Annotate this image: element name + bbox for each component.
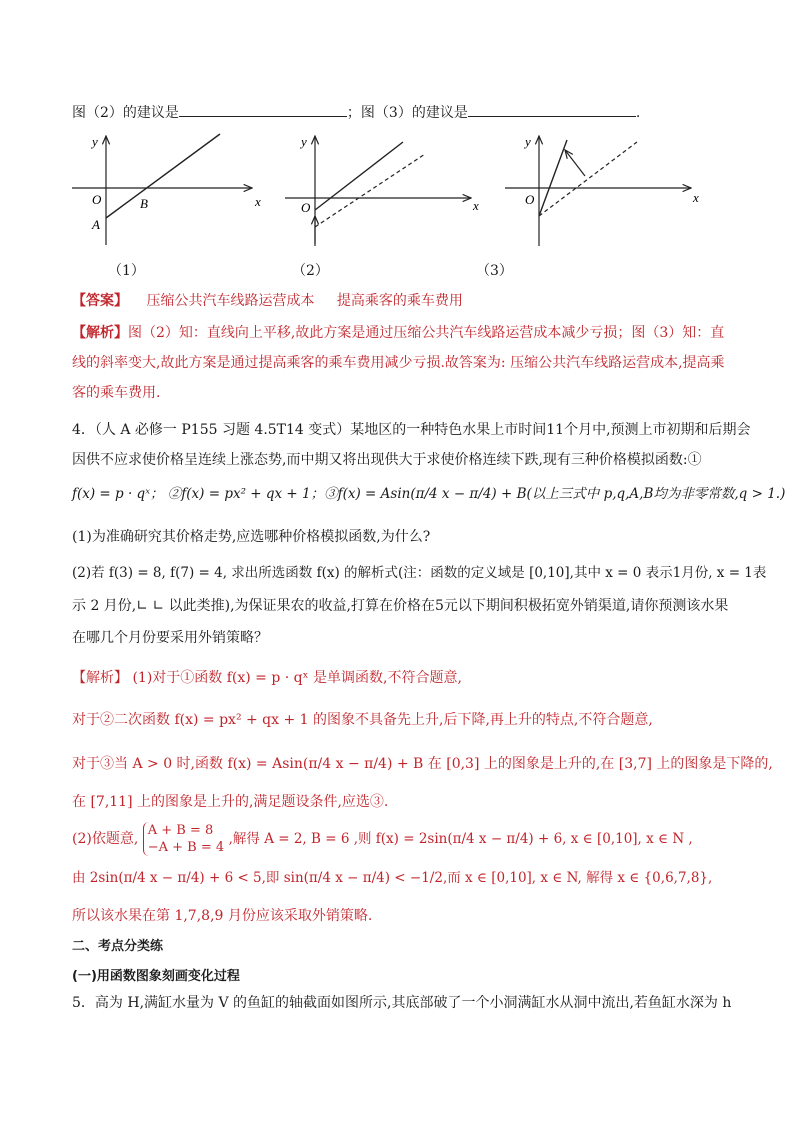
q4-sub2-line1: (2)若 f(3) = 8, f(7) = 4, 求出所选函数 f(x) 的解析式(注：函数的定义域是 [0,10],其中 x = 0 表示1月份, x = 1表: [72, 565, 767, 581]
subsection-title: (一)用函数图象刻画变化过程: [72, 969, 240, 984]
q4-analysis-line7: 所以该水果在第 1,7,8,9 月份应该采取外销策略.: [72, 908, 373, 924]
y-label: y: [301, 134, 307, 149]
q3-prompt-end: .: [635, 105, 641, 121]
answer-blank-2[interactable]: [468, 102, 636, 117]
q5-line1: 5．高为 H,满缸水量为 V 的鱼缸的轴截面如图所示,其底部破了一个小洞满缸水从洞中流出,若鱼缸水深为 h: [72, 995, 732, 1011]
answer-2: 提高乘客的乘车费用: [336, 293, 463, 309]
x-label: x: [693, 190, 699, 205]
q3-analysis-line2: 线的斜率变大,故此方案是通过提高乘客的乘车费用减少亏损.故答案为: 压缩公共汽车线路运营成本,提高乘: [72, 355, 725, 371]
point-a-label: A: [92, 217, 100, 232]
q4-sub1: (1)为准确研究其价格走势,应选哪种价格模拟函数,为什么?: [72, 529, 431, 545]
analysis-label: 【解析】: [72, 325, 128, 341]
origin-label: O: [301, 200, 311, 215]
caption-2: （2）: [292, 263, 329, 279]
q4-analysis-line3: 对于③当 A > 0 时,函数 f(x) = Asin(π/4 x − π/4) + B 在 [0,3] 上的图象是上升的,在 [3,7] 上的图象是下降的,: [72, 756, 773, 772]
q4-analysis-line2: 对于②二次函数 f(x) = px² + qx + 1 的图象不具备先上升,后下降,再上升的特点,不符合题意,: [72, 712, 653, 728]
original-dashed-line: [315, 154, 425, 227]
q3-analysis-line3: 客的乘车费用.: [72, 385, 161, 401]
answer-blank-1[interactable]: [179, 102, 347, 117]
point-b-label: B: [140, 196, 148, 211]
q4-line2: 因供不应求使价格呈连续上涨态势,而中期又将出现供大于求使价格连续下跌,现有三种价格模拟函数:①: [72, 452, 702, 468]
answer-1: 压缩公共汽车线路运营成本: [146, 293, 315, 309]
cost-line: [106, 134, 220, 218]
q4-analysis-line1: 【解析】 (1)对于①函数 f(x) = p · qˣ 是单调函数,不符合题意,: [72, 670, 462, 686]
q3-prompt-part2: ；图（3）的建议是: [346, 105, 468, 121]
q4-analysis-line5: (2)依题意, A + B = 8 −A + B = 4 ,解得 A = 2, B = 6 ,则 f(x) = 2sin(π/4 x − π/4) + 6, x ∈ [0,10], x ∈ N ,: [72, 823, 693, 855]
q3-answer: [72, 291, 463, 311]
x-label: x: [473, 198, 479, 213]
figure-2: [285, 130, 485, 250]
original-dashed-line: [539, 142, 637, 216]
caption-1: （1）: [108, 263, 145, 279]
q4-analysis-line6: 由 2sin(π/4 x − π/4) + 6 < 5,即 sin(π/4 x − π/4) < −1/2,而 x ∈ [0,10], x ∈ N, 解得 x ∈ {0,6,7,8},: [72, 870, 713, 886]
x-label: x: [255, 194, 261, 209]
q4-sub2-line2: 示 2 月份,∟ ∟ 以此类推),为保证果农的收益,打算在价格在5元以下期间积极拓宽外销渠道,请你预测该水果: [72, 598, 729, 614]
equation-system: A + B = 8 −A + B = 4: [143, 822, 224, 856]
q4-analysis-line4: 在 [7,11] 上的图象是上升的,满足题设条件,应选③.: [72, 794, 389, 810]
q3-analysis-line1: 【解析】图（2）知：直线向上平移,故此方案是通过压缩公共汽车线路运营成本减少亏损；图（3）知：直: [72, 325, 725, 341]
q4-line1: 4．（人 A 必修一 P155 习题 4.5T14 变式）某地区的一种特色水果上市时间11个月中,预测上市初期和后期会: [72, 422, 751, 438]
steeper-line: [539, 140, 567, 216]
raised-line: [315, 142, 403, 210]
origin-label: O: [525, 192, 535, 207]
y-label: y: [525, 134, 531, 149]
q3-prompt: [72, 102, 640, 123]
rotate-arrow: [565, 150, 585, 176]
caption-3: （3）: [476, 263, 513, 279]
origin-label: O: [92, 192, 102, 207]
q3-prompt-part1: 图（2）的建议是: [72, 105, 179, 121]
q4-sub2-line3: 在哪几个月份要采用外销策略？: [72, 630, 268, 646]
figure-3: [505, 130, 705, 250]
answer-label: 【答案】: [72, 293, 128, 309]
y-label: y: [92, 134, 98, 149]
figure-1: [72, 130, 272, 250]
q4-formulas: f(x) = p · qˣ； ②f(x) = px² + qx + 1；③f(x) = Asin(π/4 x − π/4) + B(以上三式中 p,q,A,B均为非零常数,q > 1.): [72, 486, 786, 502]
section-title: 二、考点分类练: [72, 939, 164, 954]
